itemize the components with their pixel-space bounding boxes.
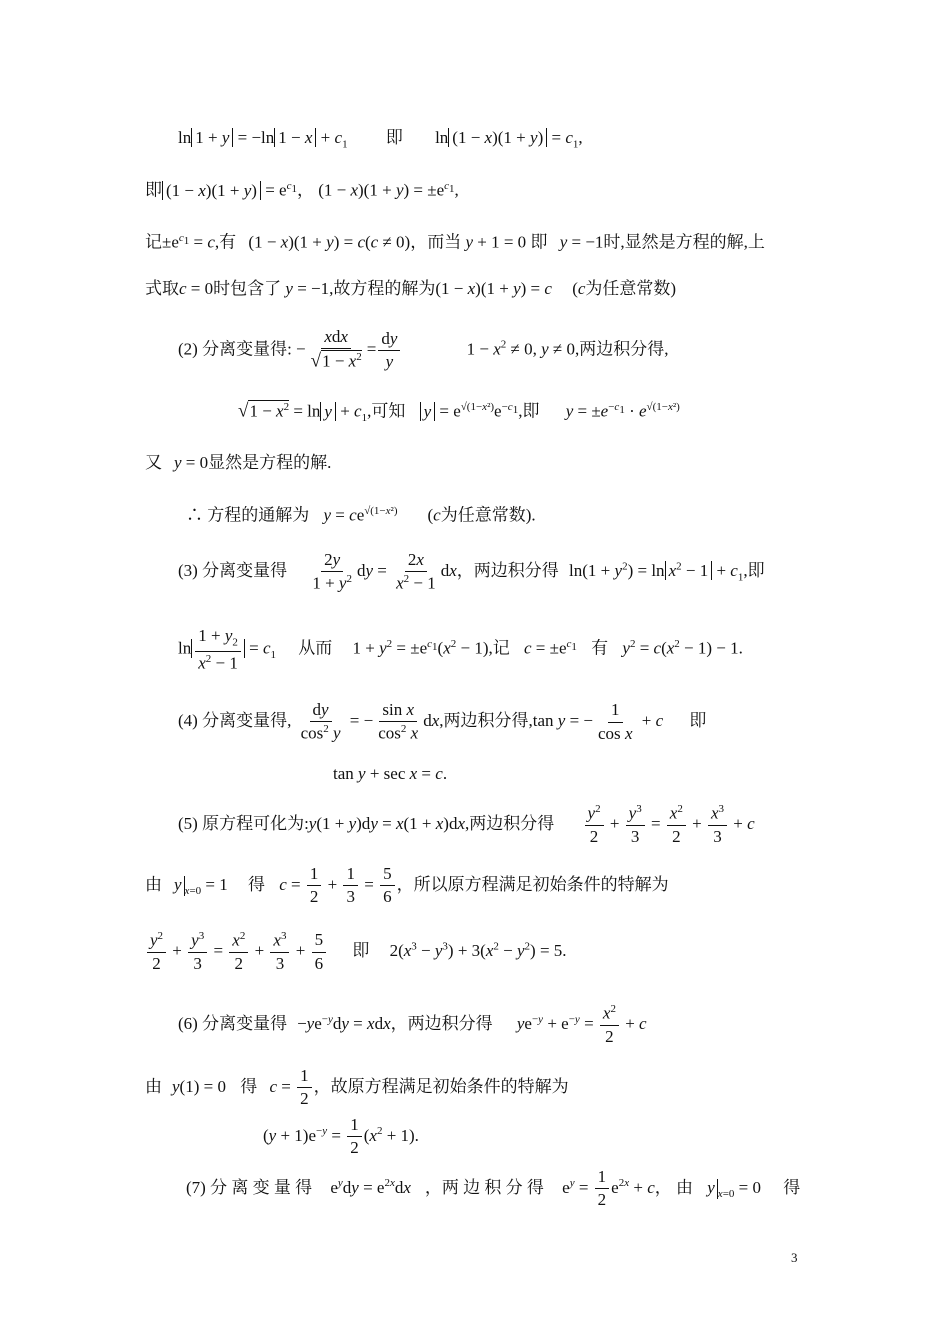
text-s3-head: (3) 分离变量得 (178, 561, 288, 581)
text-s6-head: (6) 分离变量得 (178, 1014, 288, 1034)
eq-line-4: 式取c = 0时包含了 y = −1,故方程的解为(1 − x)(1 + y) = c (c为任意常数) (145, 279, 677, 298)
eq-line-5: (2) 分离变量得: − $\frac{\text{xdx}}{√1 - x^2}$ = $\frac{dy}{y}$ $1 - x^2 \ne 0$, y ≠ 0,两边积分得, (178, 327, 669, 373)
text-s5b-you: 由 (145, 874, 162, 894)
text-ji-3: 记 (145, 232, 162, 252)
text-s4-ji: 即 (689, 711, 707, 731)
eq-line-9: (3) 分离变量得 $\frac{2y}{1 + y^2}$ dy = $\frac{2x}{x^2 - 1}$ dx，两边积分得 $\ln(1 + y^2) = \ln x^2 - 1 + c_1$,即 (178, 550, 765, 594)
text-s6b-tail: ，故原方程满足初始条件的特解为 (313, 1076, 569, 1096)
eq-line-14: 由 y $_{x=0}$ = 1 得 c = $\frac{1}{2}$ + $\frac{1}{3}$ = $\frac{5}{6}$ ，所以原方程满足初始条件的特解为 (145, 864, 669, 907)
text-s2d-tail: 为任意常数). (440, 505, 536, 525)
eq-line-6: $√1 - x^2 = \ln y + c_1$,可知 $y = e^{√(1-x^2)}e^{-c_1}$,即 $y = \pm e^{-c_1} \cdot e^{√(1-x^2)}$ (238, 400, 680, 425)
text-ji-2: 即 (145, 180, 162, 200)
text-s5-head: (5) 原方程可化为: (178, 814, 309, 834)
text-s5-mid: ,两边积分得 (465, 814, 555, 834)
text-s2b-kz: ,可知 (367, 401, 406, 421)
text-p4-tail: 为任意常数) (585, 279, 677, 298)
text-s7-head: (7) 分 离 变 量 得 (186, 1177, 313, 1197)
eq-line-11: (4) 分离变量得, $\frac{dy}{\cos^2 y}$ = − $\frac{\text{sin x}}{\cos^2 x}$ dx,两边积分得,tan y = − $\frac{1}{\text{cos x}}$ + c 即 (178, 700, 707, 744)
text-s2b-ji: ,即 (518, 401, 540, 421)
eq-line-16: (6) 分离变量得 $-ye^{-y}dy$ = xdx，两边积分得 $ye^{-y} + e^{-y}$ = $\frac{x^2}{2}$ + c (178, 1003, 647, 1047)
eq-line-19: (7) 分 离 变 量 得 $e^ydy = e^{2x}dx$ ，两 边 积 分 得 $e^y$ = $\frac{1}{2}$ $e^{2x} + c$， 由 y $_{x=0}$ = 0 得 (186, 1167, 801, 1210)
page-number: 3 (791, 1250, 798, 1265)
comma: ， (296, 180, 314, 200)
text-p3-tail: 时,显然是方程的解,上 (603, 232, 765, 252)
text-s6b-you: 由 (145, 1076, 162, 1096)
text-ji-4: 即 (530, 232, 548, 252)
text-s2-head: (2) 分离变量得: (178, 339, 292, 359)
eq-line-17: 由 y(1) = 0 得 c = $\frac{1}{2}$ ，故原方程满足初始条件的特解为 (145, 1066, 569, 1109)
text-s2c-you: 又 (145, 453, 162, 472)
text-s3b-cong: 从而 (298, 638, 333, 658)
eq-line-2: 即 $(1 - x)(1 + y) = e^{c_1}$， $(1 - x)(1 + y) = \pm e^{c_1}$, (145, 180, 459, 200)
text-s6-mid: ，两边积分得 (390, 1014, 493, 1034)
eq-line-1: ln 1 + y = −ln $1 - x + c_1$ 即 $\ln (1 - x)(1 + y) = c_1$, (178, 128, 583, 151)
text-s4-head: (4) 分离变量得, (178, 711, 292, 731)
text-s3b-you: 有 (591, 638, 609, 658)
eq-line-18: $(y + 1)e^{-y}$ = $\frac{1}{2}$ $(x^2 + 1)$. (263, 1115, 419, 1158)
text-s7-you: ， 由 (654, 1177, 693, 1197)
text-p4-head: 式取 (145, 279, 179, 298)
text-p4-mid2: ,故方程的解为 (329, 279, 436, 298)
text-s7-mid: ，两 边 积 分 得 (424, 1177, 544, 1197)
text-p4-mid: 时包含了 (213, 279, 282, 298)
text-s5b-de: 得 (248, 874, 265, 894)
eq-line-7: 又 y = 0显然是方程的解. (145, 453, 332, 472)
text-s4-mid: ,两边积分得, (439, 711, 533, 731)
text-s2d-so: ∴ 方程的通解为 (186, 505, 310, 525)
text-s7-de: 得 (783, 1177, 801, 1197)
text-s2-tail: ,两边积分得, (574, 339, 669, 359)
text-you: ,有 (214, 232, 237, 252)
eq-line-10: ln $\frac{1 + y_2}{x^2 - 1}$ = $c_1$ 从而 $1 + y^2 = \pm e^{c_1}(x^2 - 1)$,记 $c = \pm e^{c_1}$ 有 $y^2 = c(x^2 - 1) - 1$. (178, 626, 743, 673)
text-s5b-tail: ，所以原方程满足初始条件的特解为 (396, 874, 669, 894)
text-s3b-ji: ,记 (488, 638, 510, 658)
text-s3-tail: ,即 (743, 561, 765, 581)
text-ji: 即 (385, 128, 403, 147)
text-s6b-de: 得 (240, 1076, 258, 1096)
eq-line-15: $\frac{y^2}{2}$ + $\frac{y^3}{3}$ = $\frac{x^2}{2}$ + $\frac{x^3}{3}$ + $\frac{5}{6}$ 即 $2(x^3 - y^3) + 3(x^2 - y^2) = 5$. (145, 930, 567, 974)
eq-line-3: 记$\pm e^{c_1} = c$,有 (1 − x)(1 + y) = c(c ≠ 0)，而当 y + 1 = 0 即 y = −1时,显然是方程的解,上 (145, 232, 765, 252)
text-s2c-tail: 显然是方程的解. (208, 453, 332, 472)
eq-line-12: tan y + sec x = c. (333, 764, 448, 783)
text-er: ，而当 (410, 232, 462, 252)
text-s5c-ji: 即 (352, 941, 370, 961)
eq-line-13: (5) 原方程可化为:y(1 + y)dy = x(1 + x)dx,两边积分得 $\frac{y^2}{2}$ + $\frac{y^3}{3}$ = $\frac{x^2}{2}$ + $\frac{x^3}{3}$ + c (178, 803, 755, 847)
text-s3-mid: ，两边积分得 (456, 561, 559, 581)
eq-line-8: ∴ 方程的通解为 $y = ce^{√(1-x^2)}$ (c为任意常数). (186, 505, 536, 525)
